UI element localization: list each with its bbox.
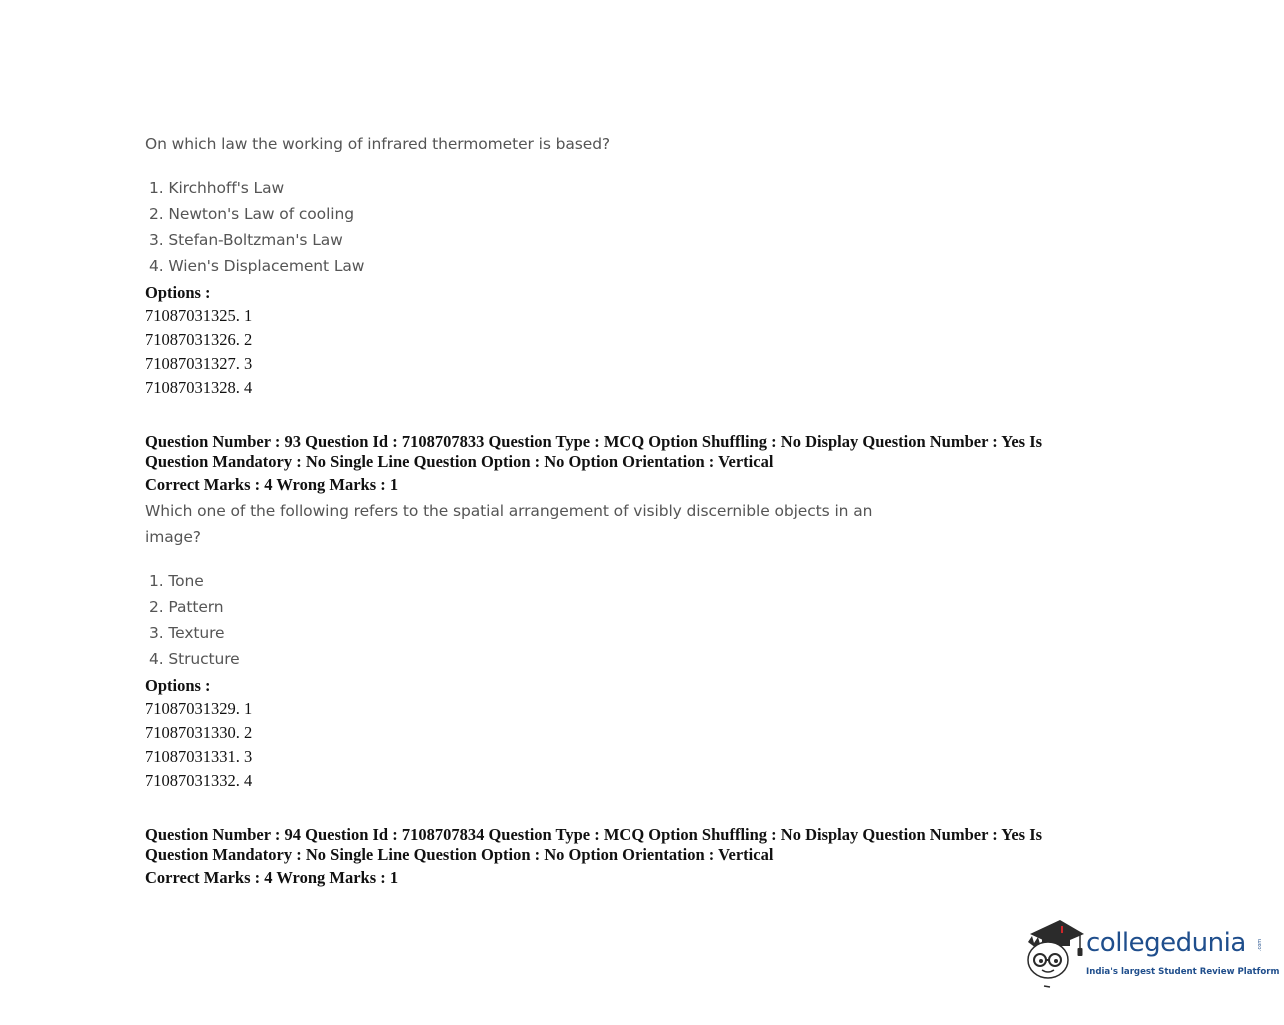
question-93-text-line-2: image? xyxy=(145,528,201,546)
question-92-text: On which law the working of infrared thermometer is based? xyxy=(145,135,611,153)
q92-choice-3: 3. Stefan-Boltzman's Law xyxy=(149,231,343,249)
q93-options-label: Options : xyxy=(145,676,211,695)
collegedunia-logo[interactable] xyxy=(1022,916,1280,992)
q92-choice-1: 1. Kirchhoff's Law xyxy=(149,179,285,197)
q93-option-2: 71087031330. 2 xyxy=(145,723,253,742)
q94-marks: Correct Marks : 4 Wrong Marks : 1 xyxy=(145,868,399,887)
q94-meta-line-1: Question Number : 94 Question Id : 7108707834 Question Type : MCQ Option Shuffling : No Display Question Number : Yes Is xyxy=(145,825,1043,844)
q93-choice-1: 1. Tone xyxy=(149,572,204,590)
q93-choice-3: 3. Texture xyxy=(149,624,225,642)
q93-choice-4: 4. Structure xyxy=(149,650,240,668)
q92-option-2: 71087031326. 2 xyxy=(145,330,253,349)
brand-name: collegedunia xyxy=(1086,928,1246,958)
q92-choice-4: 4. Wien's Displacement Law xyxy=(149,257,365,275)
q93-marks: Correct Marks : 4 Wrong Marks : 1 xyxy=(145,475,399,494)
q93-meta-line-1: Question Number : 93 Question Id : 7108707833 Question Type : MCQ Option Shuffling : No Display Question Number : Yes Is xyxy=(145,432,1043,451)
q92-option-1: 71087031325. 1 xyxy=(145,306,253,325)
q94-meta-line-2: Question Mandatory : No Single Line Question Option : No Option Orientation : Vertical xyxy=(145,845,774,864)
brand-suffix: .com xyxy=(1257,938,1264,952)
q92-choice-2: 2. Newton's Law of cooling xyxy=(149,205,354,223)
q92-options-label: Options : xyxy=(145,283,211,302)
q93-choice-2: 2. Pattern xyxy=(149,598,224,616)
question-93-text-line-1: Which one of the following refers to the spatial arrangement of visibly discernible objects in an xyxy=(145,502,873,520)
q93-option-3: 71087031331. 3 xyxy=(145,747,253,766)
q92-option-4: 71087031328. 4 xyxy=(145,378,253,397)
brand-tagline: India's largest Student Review Platform xyxy=(1086,967,1280,977)
q93-option-1: 71087031329. 1 xyxy=(145,699,253,718)
q93-meta-line-2: Question Mandatory : No Single Line Question Option : No Option Orientation : Vertical xyxy=(145,452,774,471)
graduate-mascot-icon xyxy=(1022,916,1086,992)
q92-option-3: 71087031327. 3 xyxy=(145,354,253,373)
q93-option-4: 71087031332. 4 xyxy=(145,771,253,790)
